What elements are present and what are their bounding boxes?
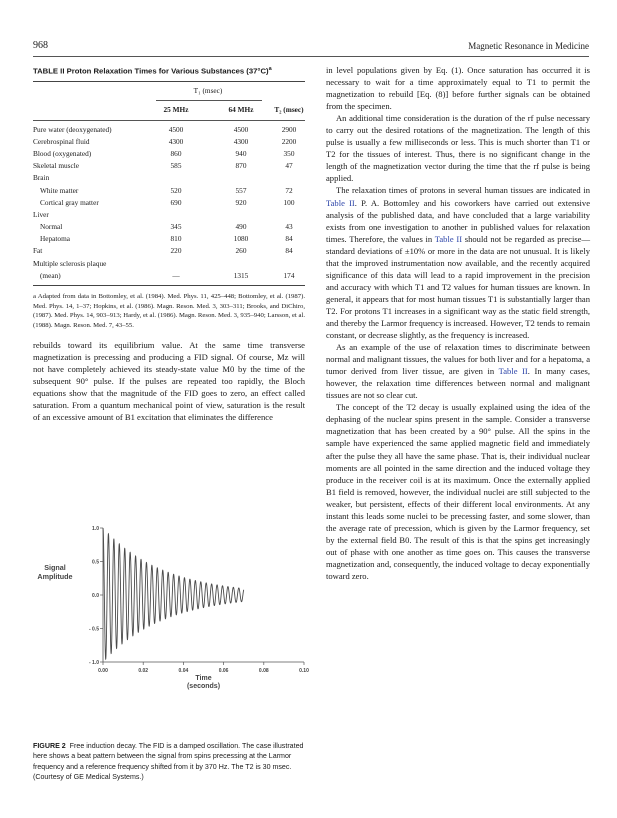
table-row [33,172,305,184]
x-tick-label: 0.06 [218,668,229,674]
table-link[interactable]: Table II [326,197,355,208]
row-label: Hepatoma [40,234,70,244]
row-label: Fat [33,246,43,256]
y-axis-label: Signal [44,563,66,572]
table-row: Cortical gray matter 690 920 100 [33,197,305,209]
table-row: Cerebrospinal fluid 4300 4300 2200 [33,136,305,148]
page-number: 968 [33,40,48,51]
figure-caption: FIGURE 2 Free induction decay. The FID is a damped oscillation. The case illustrated here shows a beat pattern between the signal from spins precessing at the Larmor frequency and a reference frequency shifted from it by 370 Hz. The T2 is 30 msec. (Courtesy of GE Medical Systems.) [33,742,304,781]
table-title: TABLE II Proton Relaxation Times for Various Substances $(37^\circ C)^a$ [33,66,272,76]
table-row: Pure water (deoxygenated) 4500 4500 2900 [33,124,305,136]
row-label: Skeletal muscle [33,161,79,171]
row-label: Brain [33,173,50,183]
table-row: Blood (oxygenated) 860 940 350 [33,148,305,160]
row-label: Blood (oxygenated) [33,148,92,158]
row-label: Liver [33,209,49,219]
row-label: Multiple sclerosis plaque [33,258,107,268]
table-row: Normal 345 490 43 [33,221,305,233]
table-body [33,124,305,282]
table-row: Fat 220 260 84 [33,245,305,257]
x-axis-label: (seconds) [186,683,221,690]
table-row [33,209,305,221]
paragraph-4: As an example of the use of relaxation times to discriminate between normal and malignant tissues, the values for both liver and for a hepatoma, a tumor derived from liver tissue, are given in Table II. In many cases, however, the relaxation time differences between normal and malignant tissues are not so clear cut. [326,342,590,401]
row-label: White matter [40,185,79,195]
table-row: (mean) — 1315 174 [33,270,305,282]
table-bottom-rule [33,285,305,286]
table-row: Skeletal muscle 585 870 47 [33,160,305,172]
x-tick-label: 0.04 [178,668,189,674]
paragraph-5: The concept of the T2 decay is usually explained using the idea of the dephasing of the nuclear spins present in the sample. Consider a transverse magnetization that has been created by a 90° pulse. All the spins in the sample have experienced the same applied magnetic field and immediately after the pulse they all have the same phase. That is, their individual nuclear moments are all pointed in the same direction and the induced voltage they produce in the receiver coil is at its maximum. Once the externally applied B1 field is removed, however, the individual nuclei are still subjected to the weaker, but persistent, effects of their different local environments. At any instant this leads some nuclei to be precessing faster, and some slower, than the average rate of precession, which is given by the Larmor frequency, set by the external field B0. The result of this is that the spins get increasingly out of phase with one another as time goes on. This causes the transverse magnetization and, consequently, the induced voltage to decay exponentially toward zero. [326,402,590,581]
row-label: Cerebrospinal fluid [33,136,90,146]
table-header-rule [33,120,305,121]
paragraph-2: An additional time consideration is the duration of the rf pulse necessary to carry out the desired rotations of the magnetization. The length of this pulse is usually a few milliseconds or less. This is much shorter than T1 or T2 for the tissues of interest. Thus, there is no significant change in the length of the magnetization vector during the time that the rf pulse is being applied. [326,113,590,184]
y-axis-label: Amplitude [37,572,73,581]
x-tick-label: 0.10 [299,668,309,674]
paragraph-3: The relaxation times of protons in several human tissues are indicated in Table II. P. A. Bottomley and his coworkers have carried out extensive analysis of the published data, and have concluded that a large variability exists from one investigation to another in published values for relaxation times. Therefore, the values in Table II should not be regarded as precise—standard deviations of ±10% or more in the data are not unusual. It is likely that the improved instrumentation now available, and the recently acquired significance of this data will lead to a rapid improvement in the precision and accuracy with which T1 and T2 values for human tissues are known. In general, it appears that for most human tissues T1 is substantially larger than T2. For protons T1 increases in a significant way as the static field strength, and thereby the Larmor frequency is increased. However, T2 tends to remain constant, or decrease slightly, as the frequency is increased. [326,185,590,341]
row-label: (mean) [40,270,61,280]
table-footnote: a Adapted from data in Bottomley, et al. (1984). Med. Phys. 11, 425–448; Bottomley, et al. (1987). Med. Phys. 14, 1–37; Hopkins, et al. (1986). Magn. Reson. Med. 3, 303–311; Brooks, and DiChiro, (1987). Med. Phys. 14, 903–913; Hardy, et al. (1986). Magn. Reson. Med. 3, 935–940; Larsson, et al. (1988). Magn. Reson. Med. 7, 43–55. [33,293,305,329]
table-row [33,258,305,270]
y-tick-label: 1.0 [92,526,99,532]
journal-title: Magnetic Resonance in Medicine [468,41,589,51]
x-tick-label: 0.00 [98,668,108,674]
row-label: Pure water (deoxygenated) [33,124,112,134]
right-column [326,64,590,582]
x-tick-label: 0.08 [258,668,269,674]
table-row: Hepatoma 810 1080 84 [33,233,305,245]
table-link[interactable]: Table II [434,233,463,244]
relaxation-table: T₁ (msec) 25 MHz 64 MHz T₂ (msec) Pure water (deoxygenated) 4500 4500 2900 Cerebrospinal fluid 4300 4300 2200 Blood (oxygenated) 860 940 350 Skeletal muscle 585 870 47 Brain White matter 520 557 72 Cortical gray matter 690 920 100 Liver Normal 345 490 43 Hepatoma 810 1080 84 Fat 220 260 84 Multiple sclerosis plaque (mean) — 1315 174 [33,82,305,286]
y-tick-label: 0.0 [92,593,99,599]
fid-series-line [103,528,244,659]
table-row: White matter 520 557 72 [33,185,305,197]
table-link[interactable]: Table II [498,366,528,377]
x-tick-label: 0.02 [138,668,149,674]
y-tick-label: - 0.5 [88,626,99,633]
x-axis-label: Time [195,675,212,682]
header-rule [33,56,589,57]
paragraph-1: in level populations given by Eq. (1). Once saturation has occurred it is necessary to wait for a time approximately equal to T1 to permit the magnetization to rebuild [Eq. (8)] before further signals can be obtained from the specimen. [326,65,590,112]
row-label: Cortical gray matter [40,197,99,207]
left-body-text: rebuilds toward its equilibrium value. At the same time transverse magnetization is precessing and producing a FID signal. Of course, Mz will not have completely achieved its steady-state value M0 by the time of the subsequent 90° pulse. If the pulses are repeated too rapidly, the Bloch equations show that the magnitude of the FID goes to zero, an effect called saturation. From a quantum mechanical point of view, saturation is the result of an excessive amount of B1 excitation that eliminates the difference [33,340,305,422]
row-label: Normal [40,222,63,232]
y-tick-label: - 1.0 [88,660,99,666]
left-column [33,64,305,424]
y-tick-label: 0.5 [92,559,99,566]
